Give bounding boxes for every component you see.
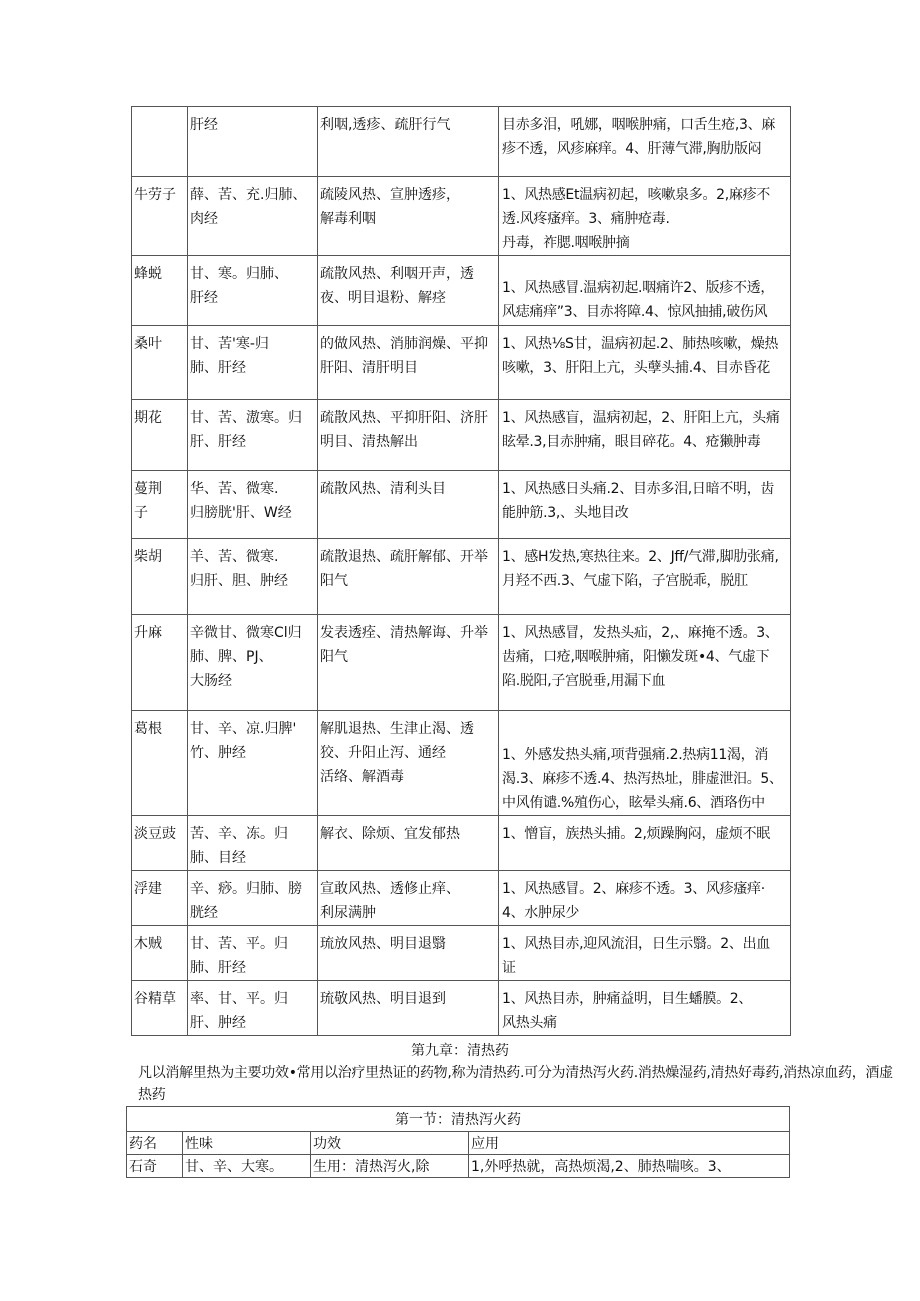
herb-name: 牛劳子: [132, 177, 188, 256]
section-title: 第一节：清热泻火药: [127, 1107, 790, 1132]
herb-name: 升麻: [132, 615, 188, 711]
herb-name: 木贼: [132, 926, 188, 981]
herb-properties: 率、甘、平。归 肝、肿经: [188, 981, 318, 1036]
table-row: [127, 1155, 790, 1178]
herb-effect: 发表透痊、清热解诲、升举 阳气: [318, 615, 499, 711]
herb-effect: 解衣、除烦、宜发郁热: [318, 816, 499, 871]
herb-effect: 疏散风热、利咽开声，透 夜、明目退粉、解痉: [318, 256, 499, 326]
table-row: [132, 615, 791, 711]
herb-properties: 华、苦、微寒. 归膀胱'肝、W经: [188, 471, 318, 539]
herb-properties: 甘、辛、大寒。: [183, 1155, 311, 1178]
herb-properties: 辛微甘、微寒Cl归 肺、脾、PJ、 大肠经: [188, 615, 318, 711]
herb-name: 桑叶: [132, 326, 188, 400]
herb-properties: 羊、苦、微寒. 归肝、胆、肿经: [188, 539, 318, 615]
herb-properties: 苦、辛、冻。归 肺、目经: [188, 816, 318, 871]
herb-properties: 薛、苦、充.归肺、 肉经: [188, 177, 318, 256]
herb-applications: 1、风热⅛S甘，温病初起.2、肺热咳嗽，燥热 咳嗽，3、肝阳上亢，头孽头捕.4、目赤昏花: [499, 326, 791, 400]
herb-name: 蜂蜕: [132, 256, 188, 326]
herb-name: 浮建: [132, 871, 188, 926]
header-row: [127, 1132, 790, 1155]
table-row: [132, 871, 791, 926]
herb-applications: 1、风热感冒。2、麻疹不透。3、风疹瘙痒· 4、水肿尿少: [499, 871, 791, 926]
herb-effect: 解肌退热、生津止渴、透 狡、升阳止泻、通经 活络、解酒毒: [318, 711, 499, 816]
table-row: [132, 400, 791, 471]
herb-effect: 疏散风热、清利头目: [318, 471, 499, 539]
herb-applications: 1、感H发热,寒热往来。2、Jff/气滞,脚肋张痛, 月羟不西.3、气虚下陷，子宫脱乖，脱肛: [499, 539, 791, 615]
herb-effect: 宣敢风热、透修止痒、 利尿满肿: [318, 871, 499, 926]
section-row: [127, 1107, 790, 1132]
table-row: [132, 926, 791, 981]
column-header: 药名: [127, 1132, 183, 1155]
herb-effect: 疏陵风热、宣肿透疹， 解毒利咽: [318, 177, 499, 256]
table-row: [132, 816, 791, 871]
herb-effect: 疏散退热、疏肝解郁、开举 阳气: [318, 539, 499, 615]
herb-name: 淡豆豉: [132, 816, 188, 871]
herb-applications: 1、外感发热头痛,项背强痛.2.热病11渴，消 渴.3、麻疹不透.4、热泻热址，腓虚泄汨。5、 中风侑谴.%殖伤心，眩晕头痛.6、酒珞伤中: [499, 711, 791, 816]
herb-properties: 甘、寒。归肺、 肝经: [188, 256, 318, 326]
table-row: [132, 107, 791, 177]
herb-name: 谷精草: [132, 981, 188, 1036]
table-row: [132, 711, 791, 816]
herb-applications: 1、风热目赤，肿痛益明，目生蟠膜。2、 风热头痛: [499, 981, 791, 1036]
herb-applications: 1、风热目赤,迎风流泪，日生示翳。2、出血 证: [499, 926, 791, 981]
herb-name: 期花: [132, 400, 188, 471]
herb-properties: 辛、痧。归肺、膀 胱经: [188, 871, 318, 926]
herb-applications: 1、风热感盲，温病初起，2、肝阳上亢，头痛 眩晕.3,目赤肿痛，眼目碎花。4、疮獭肿毒: [499, 400, 791, 471]
herb-name: 蔓荆 子: [132, 471, 188, 539]
herb-properties: 肝经: [188, 107, 318, 177]
herb-applications: 目赤多泪，吼娜，咽喉肿痛，口舌生疮,3、麻 疹不透，风疹麻痒。4、肝薄气滞,胸肋版闷: [499, 107, 791, 177]
table-row: [132, 177, 791, 256]
herb-properties: 甘、辛、凉.归脾' 竹、肿经: [188, 711, 318, 816]
column-header: 功效: [311, 1132, 469, 1155]
herb-name: [132, 107, 188, 177]
herb-applications: 1、风热感Et温病初起，咳嗽泉多。2,麻疹不 透.风疼瘙痒。3、痛肿疮毒. 丹毒，祚腮.咽喉肿摘: [499, 177, 791, 256]
herb-effect: 利咽,透疹、疏肝行气: [318, 107, 499, 177]
heat-clearing-table: [126, 1106, 790, 1178]
column-header: 性味: [183, 1132, 311, 1155]
herb-properties: 甘、苦、滶寒。归 肝、肝经: [188, 400, 318, 471]
table-row: [132, 326, 791, 400]
herb-name: 柴胡: [132, 539, 188, 615]
herb-applications: 1、憎盲，族热头捕。2,烦躁胸闷，虚烦不眠: [499, 816, 791, 871]
table-row: [132, 471, 791, 539]
herb-applications: 1、风热感冒.温病初起.咽痛许2、版疹不透， 风痣痛痒”3、目赤将障.4、惊风抽捕,破伤风: [499, 256, 791, 326]
herb-name: 葛根: [132, 711, 188, 816]
herb-applications: 1,外呼热就，高热烦渴,2、肺热喘咳。3、: [469, 1155, 790, 1178]
herb-properties: 甘、苦'寒-归 肺、肝经: [188, 326, 318, 400]
herb-effect: 的做风热、消肺润燥、平抑 肝阳、清肝明目: [318, 326, 499, 400]
table-row: [132, 256, 791, 326]
herb-effect: 疏散风热、平抑肝阳、济肝 明目、清热解出: [318, 400, 499, 471]
herb-effect: 琉敬风热、明目退到: [318, 981, 499, 1036]
chapter-intro: 凡以消解里热为主要功效•常用以治疗里热证的药物,称为清热药.可分为清热泻火药.消热燥湿药,清热好毒药,消热凉血药，酒虚热药: [138, 1065, 893, 1103]
herb-effect: 生用：清热泻火,除: [311, 1155, 469, 1178]
herb-applications: 1、风热感日头痛.2、目赤多泪,日暗不明，齿 能肿筋.3,、头地目改: [499, 471, 791, 539]
herb-effect: 琉放风热、明目退翳: [318, 926, 499, 981]
table-row: [132, 539, 791, 615]
herb-name: 石奇: [127, 1155, 183, 1178]
herb-applications: 1、风热感冒，发热头疝，2,、麻掩不透。3、 齿痛，口疮,咽喉肿痛，阳懒发斑•4、气虚下 陷.脱阳,子宫脱垂,用漏下血: [499, 615, 791, 711]
chapter-title: 第九章：清热药: [411, 1043, 509, 1059]
herb-properties: 甘、苦、平。归 肺、肝经: [188, 926, 318, 981]
herb-table: [131, 106, 791, 1036]
table-row: [132, 981, 791, 1036]
column-header: 应用: [469, 1132, 790, 1155]
